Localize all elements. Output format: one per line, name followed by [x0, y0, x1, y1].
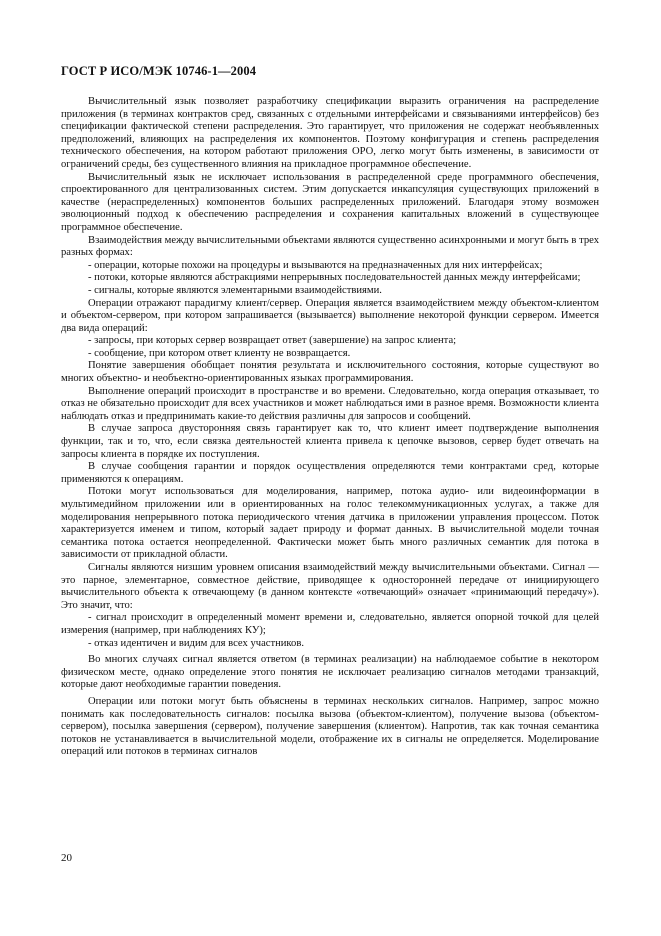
paragraph: Вычислительный язык позволяет разработчику спецификации выразить ограничения на распределение приложения (в терминах контрактов сред, связанных с отдельными интерфейсами и связываниями интерфейсов) без спецификации фактической степени распределения. Это гарантирует, что приложения не содержат необъявленных предположений, влияющих на распределения их компонентов. Поэтому конфигурация и степень распределения технического обеспечения, на котором работают приложения ОРО, легко могут быть изменены, в зависимости от ограничений среды, без существенного влияния на прикладное программное обеспечение.: [61, 96, 599, 170]
document-header: ГОСТ Р ИСО/МЭК 10746-1—2004: [61, 64, 257, 78]
paragraph: Сигналы являются низшим уровнем описания взаимодействий между вычислительными объектами. Сигнал — это парное, элементарное, совместное действие, приводящее к односторонней передаче от инициирующего вычислительного объекта к отвечающему (в данном контексте «отвечающий» означает «принимающий передачу»). Это значит, что:: [61, 561, 599, 611]
list-item: - сигналы, которые являются элементарными взаимодействиями.: [88, 284, 382, 296]
list-item: - сигнал происходит в определенный момент времени и, следовательно, является опорной точкой для целей измерения (например, при наблюдениях КУ);: [61, 612, 599, 636]
paragraph: Взаимодействия между вычислительными объектами являются существенно асинхронными и могут быть в трех разных формах:: [61, 234, 599, 259]
paragraph: Выполнение операций происходит в пространстве и во времени. Следовательно, когда операция отказывает, то отказ не обязательно происходит для всех участников и может наблюдаться ими в разное время. Возможности клиента наблюдать отказ и предпринимать какие-то действия различны для запросов и сообщений.: [61, 385, 599, 422]
paragraph: Операции или потоки могут быть объяснены в терминах нескольких сигналов. Например, запрос можно понимать как последовательность сигналов: посылка вызова (объектом-клиентом), получение вызова (объектом-сервером), посылка завершения (сервером), получение завершения (клиентом). Напротив, так как точная семантика потоков не устанавливается в вычислительной модели, отображение их в сигналы не определяется. Моделирование операций или потоков в терминах сигналов: [61, 695, 599, 758]
list-item: - операции, которые похожи на процедуры и вызываются на предназначенных для них интерфейсах;: [88, 259, 543, 271]
paragraph: Понятие завершения обобщает понятия результата и исключительного состояния, которые существуют во многих объектно- и необъектно-ориентированных языках программирования.: [61, 360, 599, 385]
paragraph: Во многих случаях сигнал является ответом (в терминах реализации) на наблюдаемое событие в некотором физическом месте, однако определение этого понятия не исключает реализацию сигналов методами транзакций, которые дают необходимые гарантии поведения.: [61, 654, 599, 691]
list-item: - потоки, которые являются абстракциями непрерывных последовательностей данных между интерфейсами;: [88, 272, 581, 284]
paragraph: В случае запроса двусторонняя связь гарантирует как то, что клиент имеет подтверждение выполнения функции, так и то, что, если связка деятельностей клиента привела к цепочке вызовов, сервер будет отвечать на запросы клиента в порядке их поступления.: [61, 423, 599, 460]
page-number: 20: [61, 852, 72, 864]
list-item: - сообщение, при котором ответ клиенту не возвращается.: [88, 347, 351, 359]
list-item: - запросы, при которых сервер возвращает ответ (завершение) на запрос клиента;: [88, 335, 457, 347]
paragraph: Операции отражают парадигму клиент/сервер. Операция является взаимодействием между объектом-клиентом и объектом-сервером, при котором запрашивается (вызывается) выполнение некоторой функции сервером. Имеется два вида операций:: [61, 297, 599, 334]
document-body: [61, 96, 599, 759]
paragraph: В случае сообщения гарантии и порядок осуществления определяются теми контрактами сред, которые применяются к операциям.: [61, 461, 599, 485]
paragraph: Вычислительный язык не исключает использования в распределенной среде программного обеспечения, спроектированного для централизованных систем. Этим допускается инкапсуляция существующих приложений в качестве (нераспределенных) компонентов больших распределенных приложений. Благодаря этому возможен эволюционный подход к обеспечению распределения и сохранения капитальных вложений в существующее программное обеспечение.: [61, 171, 599, 233]
paragraph: Потоки могут использоваться для моделирования, например, потока аудио- или видеоинформации в мультимедийном приложении или в ориентированных на голос телекоммуникационных услугах, а также для моделирования непрерывного потока периодического чтения датчика в приложении управления процессом. Поток характеризуется именем и типом, который задает природу и формат данных. В вычислительной модели точная семантика потока остается неопределенной. Фактически может быть много различных семантик для потока в зависимости от прикладной области.: [61, 486, 599, 561]
list-item: - отказ идентичен и видим для всех участников.: [88, 637, 304, 649]
